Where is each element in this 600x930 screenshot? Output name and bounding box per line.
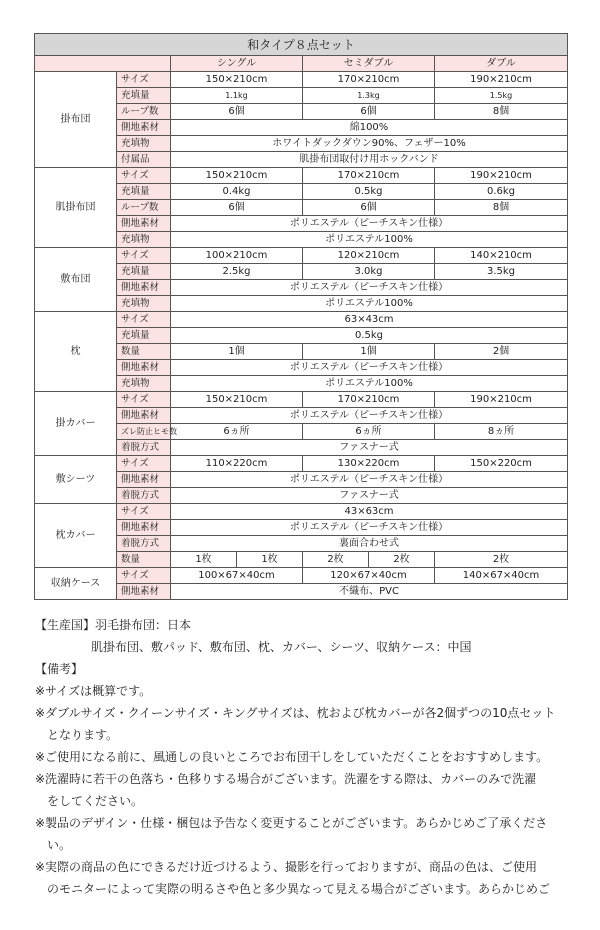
cell: 170×210cm (303, 72, 435, 88)
cell: 190×210cm (435, 392, 568, 408)
category-sheets: 敷シーツ (35, 456, 117, 504)
cell: ポリエステル100% (171, 296, 568, 312)
remark-line: ※洗濯時に若干の色落ち・色移りする場合がございます。洗濯をする際は、カバーのみで洗濯 (35, 772, 537, 786)
cell: ファスナー式 (171, 440, 568, 456)
cell: 120×210cm (303, 248, 435, 264)
cell: 150×210cm (171, 72, 303, 88)
cell: ポリエステル（ピーチスキン仕様） (171, 408, 568, 424)
cell: 170×210cm (303, 392, 435, 408)
cell: 120×67×40cm (303, 568, 435, 584)
row-label: 充填量 (117, 328, 171, 344)
cell: 0.5kg (303, 184, 435, 200)
remark-line: ※ご使用になる前に、風通しの良いところでお布団干しをしていただくことをおすすめします。 (35, 750, 549, 764)
category-makura: 枕 (35, 312, 117, 392)
cell: 63×43cm (171, 312, 568, 328)
cell: 150×220cm (435, 456, 568, 472)
cell: 100×67×40cm (171, 568, 303, 584)
row-label: ループ数 (117, 104, 171, 120)
cell: 1.3kg (303, 88, 435, 104)
cell: ポリエステル100% (171, 232, 568, 248)
cell: 6個 (303, 104, 435, 120)
remark-line: のモニターによって実際の明るさや色と多少異なって見える場合がございます。あらかじめご (35, 882, 551, 896)
header-double: ダブル (435, 56, 568, 72)
cell: 6個 (303, 200, 435, 216)
origin-line: 肌掛布団、敷パッド、敷布団、枕、カバー、シーツ、収納ケース：中国 (91, 640, 472, 654)
row-label: 充填物 (117, 376, 171, 392)
cell: ポリエステル（ピーチスキン仕様） (171, 520, 568, 536)
row-label: 充填量 (117, 88, 171, 104)
category-kakebuton: 掛布団 (35, 72, 117, 168)
notes-section (35, 614, 590, 900)
cell: 1.5kg (435, 88, 568, 104)
remark-line: ※実際の商品の色にできるだけ近づけるよう、撮影を行っておりますが、商品の色は、ご使用 (35, 860, 538, 874)
row-label: 側地素材 (117, 280, 171, 296)
cell: 2個 (435, 344, 568, 360)
row-label: ループ数 (117, 200, 171, 216)
cell: ホワイトダックダウン90%、フェザー10% (171, 136, 568, 152)
row-label: 着脱方式 (117, 440, 171, 456)
cell: 1枚 (171, 552, 237, 568)
cell: ポリエステル（ピーチスキン仕様） (171, 360, 568, 376)
category-kakecover: 掛カバー (35, 392, 117, 456)
cell: 肌掛布団取付け用ホックバンド (171, 152, 568, 168)
row-label: サイズ (117, 392, 171, 408)
spec-table (34, 33, 568, 600)
cell: 43×63cm (171, 504, 568, 520)
cell: 8ヵ所 (435, 424, 568, 440)
cell: 6個 (171, 200, 303, 216)
cell: ポリエステル（ピーチスキン仕様） (171, 280, 568, 296)
remark-line: ※サイズは概算です。 (35, 684, 152, 698)
cell: 130×220cm (303, 456, 435, 472)
table-title: 和タイプ８点セット (35, 34, 568, 56)
cell: 2.5kg (171, 264, 303, 280)
row-label: 着脱方式 (117, 488, 171, 504)
cell: 1.1kg (171, 88, 303, 104)
row-label: 充填物 (117, 296, 171, 312)
row-label: ズレ防止ヒモ数 (117, 424, 171, 440)
remark-line: い。 (35, 838, 72, 852)
cell: 0.6kg (435, 184, 568, 200)
row-label: 充填量 (117, 264, 171, 280)
cell: 3.0kg (303, 264, 435, 280)
remark-line: ※ダブルサイズ・クイーンサイズ・キングサイズは、枕および枕カバーが各2個ずつの10点セット (35, 706, 556, 720)
row-label: サイズ (117, 248, 171, 264)
cell: 150×210cm (171, 392, 303, 408)
row-label: サイズ (117, 312, 171, 328)
header-semidouble: セミダブル (303, 56, 435, 72)
remark-line: となります。 (35, 728, 119, 742)
cell: 6ヵ所 (171, 424, 303, 440)
cell: 140×67×40cm (435, 568, 568, 584)
cell: 140×210cm (435, 248, 568, 264)
cell: 8個 (435, 200, 568, 216)
cell: 1枚 (237, 552, 303, 568)
remark-line: をしてください。 (35, 794, 144, 808)
cell: 裏面合わせ式 (171, 536, 568, 552)
row-label: サイズ (117, 72, 171, 88)
cell: 不織布、PVC (171, 584, 568, 600)
cell: 1個 (303, 344, 435, 360)
cell: 8個 (435, 104, 568, 120)
cell: 170×210cm (303, 168, 435, 184)
cell: ポリエステル（ピーチスキン仕様） (171, 216, 568, 232)
row-label: 側地素材 (117, 472, 171, 488)
cell: ポリエステル100% (171, 376, 568, 392)
row-label: 側地素材 (117, 120, 171, 136)
cell: 190×210cm (435, 168, 568, 184)
row-label: サイズ (117, 504, 171, 520)
cell: ファスナー式 (171, 488, 568, 504)
cell: 6ヵ所 (303, 424, 435, 440)
row-label: 数量 (117, 552, 171, 568)
cell: 綿100% (171, 120, 568, 136)
cell: 1個 (171, 344, 303, 360)
row-label: 数量 (117, 344, 171, 360)
cell: ポリエステル（ピーチスキン仕様） (171, 472, 568, 488)
row-label: 側地素材 (117, 360, 171, 376)
header-blank (35, 56, 171, 72)
remarks-heading: 【備考】 (35, 662, 84, 676)
row-label: 着脱方式 (117, 536, 171, 552)
cell: 0.4kg (171, 184, 303, 200)
row-label: サイズ (117, 456, 171, 472)
cell: 190×210cm (435, 72, 568, 88)
row-label: 充填物 (117, 232, 171, 248)
cell: 3.5kg (435, 264, 568, 280)
row-label: 側地素材 (117, 408, 171, 424)
row-label: 側地素材 (117, 520, 171, 536)
cell: 6個 (171, 104, 303, 120)
remark-line: ※製品のデザイン・仕様・梱包は予告なく変更することがございます。あらかじめご了承くださ (35, 816, 548, 830)
row-label: サイズ (117, 568, 171, 584)
cell: 0.5kg (171, 328, 568, 344)
category-makuracover: 枕カバー (35, 504, 117, 568)
row-label: 充填量 (117, 184, 171, 200)
cell: 150×210cm (171, 168, 303, 184)
row-label: 側地素材 (117, 584, 171, 600)
cell: 2枚 (303, 552, 369, 568)
cell: 2枚 (435, 552, 568, 568)
row-label: 付属品 (117, 152, 171, 168)
row-label: サイズ (117, 168, 171, 184)
cell: 110×220cm (171, 456, 303, 472)
header-single: シングル (171, 56, 303, 72)
cell: 2枚 (369, 552, 435, 568)
origin-heading: 【生産国】羽毛掛布団：日本 (35, 618, 192, 632)
row-label: 充填物 (117, 136, 171, 152)
category-shikibuton: 敷布団 (35, 248, 117, 312)
category-storage: 収納ケース (35, 568, 117, 600)
category-hadakake: 肌掛布団 (35, 168, 117, 248)
row-label: 側地素材 (117, 216, 171, 232)
cell: 100×210cm (171, 248, 303, 264)
